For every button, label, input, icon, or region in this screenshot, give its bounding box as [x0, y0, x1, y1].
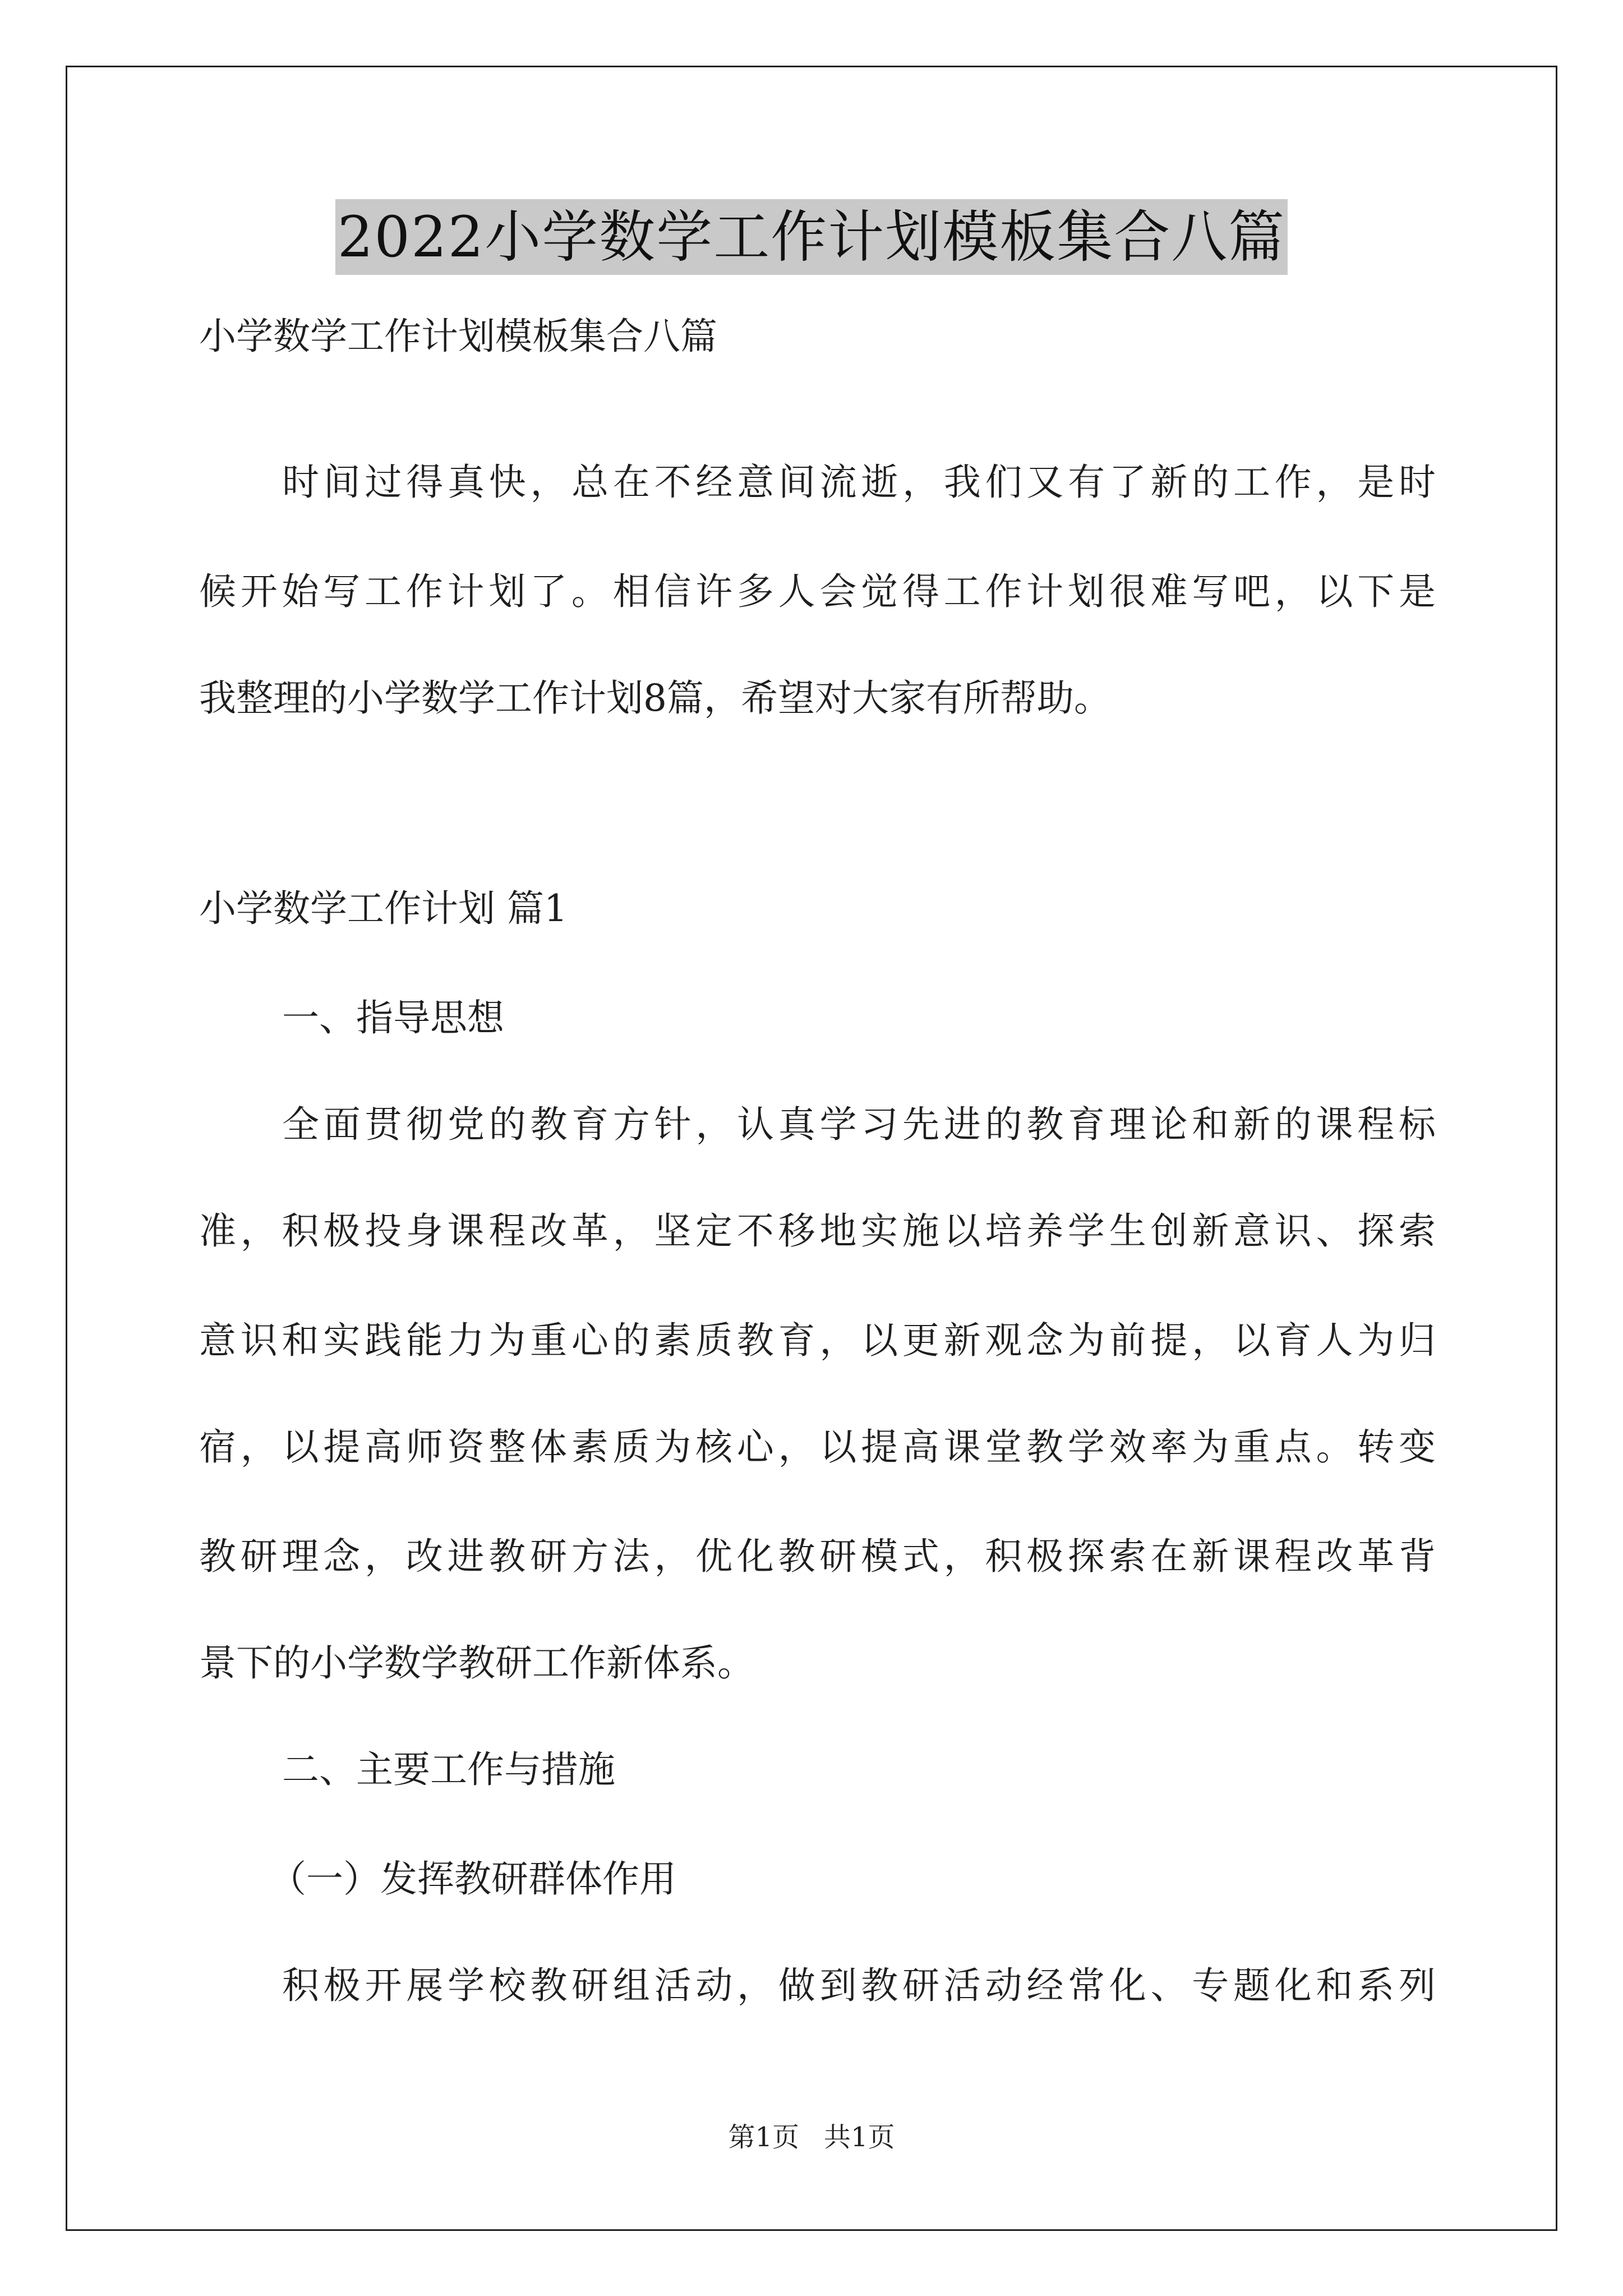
paragraph-line: 景下的小学数学教研工作新体系。 [199, 1641, 754, 1685]
paragraph-line: 意识和实践能力为重心的素质教育，以更新观念为前提，以育人为归 [199, 1319, 1436, 1362]
title-container [0, 199, 1623, 275]
document-title: 2022小学数学工作计划模板集合八篇 [335, 199, 1288, 275]
paragraph-line: 时间过得真快，总在不经意间流逝，我们又有了新的工作，是时 [282, 461, 1436, 504]
subsection-heading: 二、主要工作与措施 [282, 1748, 615, 1791]
paragraph-line: 准，积极投身课程改革，坚定不移地实施以培养学生创新意识、探索 [199, 1209, 1436, 1253]
paragraph-line: 积极开展学校教研组活动，做到教研活动经常化、专题化和系列 [282, 1964, 1436, 2007]
paragraph-line: 我整理的小学数学工作计划8篇，希望对大家有所帮助。 [199, 677, 1111, 720]
subsection-heading: 一、指导思想 [282, 996, 504, 1039]
section-heading: 小学数学工作计划 篇1 [199, 887, 568, 930]
paragraph-line: 宿，以提高师资整体素质为核心，以提高课堂教学效率为重点。转变 [199, 1425, 1436, 1469]
page-footer [0, 2120, 1623, 2154]
paragraph-line: 候开始写工作计划了。相信许多人会觉得工作计划很难写吧，以下是 [199, 570, 1436, 613]
subsection-heading: （一）发挥教研群体作用 [269, 1857, 676, 1901]
paragraph-line: 教研理念，改进教研方法，优化教研模式，积极探索在新课程改革背 [199, 1535, 1436, 1578]
page-total: 共1页 [824, 2122, 895, 2153]
paragraph-line: 全面贯彻党的教育方针，认真学习先进的教育理论和新的课程标 [282, 1103, 1436, 1146]
page-number: 第1页 [728, 2122, 799, 2153]
subtitle-line: 小学数学工作计划模板集合八篇 [199, 315, 717, 358]
